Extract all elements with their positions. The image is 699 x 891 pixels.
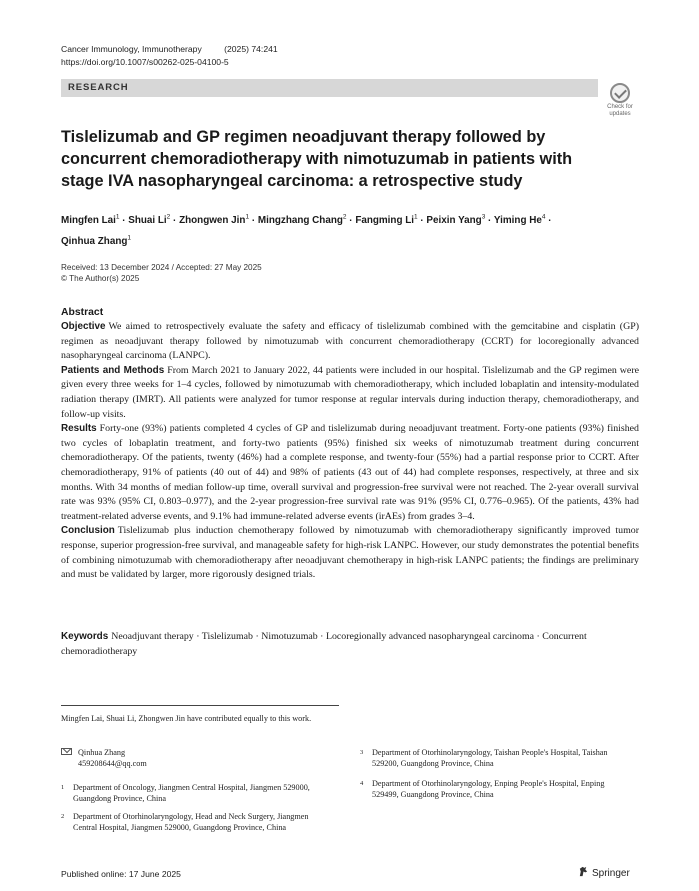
methods-label: Patients and Methods	[61, 364, 165, 376]
keywords-text: Neoadjuvant therapy · Tislelizumab · Nimotuzumab · Locoregionally advanced nasopharyngeal carcinoma · Concurrent chemoradiotherapy	[61, 631, 587, 657]
article-dates	[61, 262, 262, 284]
author[interactable]: Mingzhang Chang$^2$	[257, 214, 347, 227]
author[interactable]: Mingfen Lai$^1$	[61, 214, 120, 227]
corresponding-name: Qinhua Zhang	[78, 748, 126, 757]
check-for-updates-badge[interactable]	[598, 83, 642, 117]
corresponding-author	[61, 747, 331, 770]
abstract	[61, 306, 639, 583]
abstract-heading: Abstract	[61, 307, 104, 318]
author[interactable]: Zhongwen Jin$^1$	[179, 214, 250, 227]
doi-link[interactable]: https://doi.org/10.1007/s00262-025-04100-5	[61, 57, 229, 67]
abstract-objective	[61, 320, 639, 364]
author[interactable]: Peixin Yang$^3$	[426, 214, 486, 227]
author[interactable]: Shuai Li$^2$	[128, 214, 171, 227]
corresponding-email-link[interactable]: 459208644@qq.com	[78, 759, 147, 769]
abstract-methods	[61, 364, 639, 422]
journal-name: Cancer Immunology, Immunotherapy	[61, 44, 202, 54]
author-list: Mingfen Lai$^1$ · Shuai $Li^2$ · Zhongwen Jin$^1$ · Mingzhang Chang$^2$ · Fangming $Li^1$ · Peixin Yang$^3$ · Yiming $He^4$ · Qinhua Zhang$^1$	[61, 214, 552, 247]
abstract-results	[61, 422, 639, 524]
conclusion-text: Tislelizumab plus induction chemotherapy followed by nimotuzumab with chemoradiotherapy significantly improved tumor response, superior progression-free survival, and manageable safety for high-risk LANPC. However, our study demonstrates the potential benefits of combining nimotuzumab with chemoradiotherapy after neoadjuvant chemotherapy in high-risk LANPC patients; the findings are preliminary and must be validated by larger, more rigorously designed trials.	[61, 525, 639, 581]
publisher-logo	[578, 866, 630, 879]
keywords-label: Keywords	[61, 631, 109, 642]
keywords	[61, 630, 639, 659]
author[interactable]: Fangming Li$^1$	[355, 214, 418, 227]
objective-label: Objective	[61, 321, 106, 332]
methods-text: From March 2021 to January 2022, 44 patients were included in our hospital. Tislelizumab and the GP regimen were given every three weeks for 1–4 cycles, followed by nimotuzumab with chemoradiotherapy, which included lobaplatin and intensity-modulated radiation therapy (IMRT). All patients were analyzed for tumor response at regular intervals during induction therapy, chemoradiotherapy, and follow-up visits.	[61, 364, 639, 420]
results-text: Forty-one (93%) patients completed 4 cycles of GP and tislelizumab during neoadjuvant treatment. Forty-one patients (93%) finished two cycles of lobaplatin treatment, and forty-two patients (95%) finished six weeks of nimotuzumab treatment during concurrent chemoradiotherapy. Of the patients, twenty (46%) had a complete response, and twenty-four (55%) had a partial response prior to CCRT. After chemoradiotherapy, 91% of patients (40 out of 44) and 98% of patients (43 out of 44) had complete responses, respectively, at three and six months. With 34 months of median follow-up time, overall survival and progression-free survival were not reached. The 2-year overall survival rate was 93% (95% CI, 0.803–0.977), and the 2-year progression-free survival rate was 91% (95% CI, 0.776–0.965). Of the patients, 43% had treatment-related adverse events, and 9.1% had immune-related adverse events (irAEs) from grades 3–4.	[61, 423, 639, 522]
affiliation: 3 Department of Otorhinolaryngology, Taishan People's Hospital, Taishan 529200, Guangdong Province, China	[360, 748, 608, 769]
equal-contribution-note: Mingfen Lai, Shuai Li, Zhongwen Jin have contributed equally to this work.	[61, 714, 312, 723]
paper-title: Tislelizumab and GP regimen neoadjuvant therapy followed by concurrent chemoradiotherapy with nimotuzumab in patients with stage IVA nasopharyngeal carcinoma: a retrospective study	[61, 128, 573, 190]
received-accepted-dates: Received: 13 December 2024 / Accepted: 27 May 2025	[61, 263, 262, 272]
footnote-divider	[61, 705, 339, 706]
citation: (2025) 74:241	[224, 44, 278, 54]
section-label-bar	[61, 79, 598, 97]
results-label: Results	[61, 423, 97, 435]
author[interactable]: Qinhua Zhang$^1$	[61, 234, 132, 247]
affiliation: 1 Department of Oncology, Jiangmen Central Hospital, Jiangmen 529000, Guangdong Province, China	[61, 783, 310, 804]
objective-text: We aimed to retrospectively evaluate the safety and efficacy of tislelizumab combined with the gemcitabine and cisplatin (GP) regimen as neoadjuvant therapy followed by nimotuzumab with concurrent chemoradiotherapy (CCRT) for locoregionally advanced nasopharyngeal carcinoma (LANPC).	[61, 321, 639, 362]
check-mark-icon	[610, 83, 630, 103]
check-for-updates-label: Check for updates	[607, 104, 633, 117]
envelope-icon	[61, 748, 72, 755]
affiliation: 2 Department of Otorhinolaryngology, Head and Neck Surgery, Jiangmen Central Hospital, Jiangmen 529000, Guangdong Province, China	[61, 812, 309, 833]
abstract-conclusion	[61, 524, 639, 582]
copyright-line: © The Author(s) 2025	[61, 274, 140, 283]
conclusion-label: Conclusion	[61, 525, 115, 537]
springer-horse-icon	[578, 866, 589, 877]
author[interactable]: Yiming He$^4$	[493, 214, 546, 227]
published-online-date: Published online: 17 June 2025	[61, 869, 181, 879]
journal-header	[61, 43, 278, 69]
journal-citation-row	[61, 43, 278, 56]
publisher-name: Springer	[592, 868, 630, 879]
affiliation: 4 Department of Otorhinolaryngology, Enping People's Hospital, Enping 529499, Guangdong Province, China	[360, 779, 605, 800]
section-label: RESEARCH	[68, 82, 129, 93]
